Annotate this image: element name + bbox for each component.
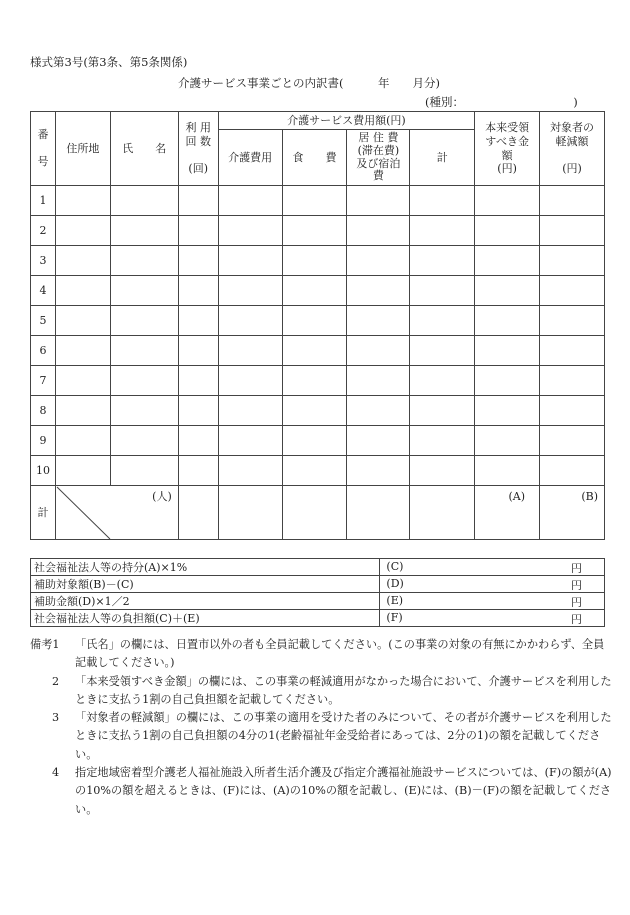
note-number: 備考1 [30,638,60,651]
summary-label: 社会福祉法人等の持分(A)×1% [31,559,380,576]
entry-cell[interactable] [218,216,282,246]
entry-cell[interactable] [475,186,540,216]
entry-cell[interactable] [347,276,410,306]
row-number: 9 [31,426,56,456]
entry-cell[interactable] [178,336,218,366]
table-row [31,186,605,216]
total-cost-cell [410,486,475,540]
entry-cell[interactable] [282,306,347,336]
row-number: 8 [31,396,56,426]
entry-cell[interactable] [218,186,282,216]
entry-cell[interactable] [218,246,282,276]
type-label: (種別： ) [425,95,578,109]
entry-cell[interactable] [178,186,218,216]
note-text: 「本来受領すべき金額」の欄には、この事業の軽減適用がなかった場合において、介護サービスを利用したときに支払う1割の自己負担額を記載してください。 [75,674,612,706]
entry-cell[interactable] [282,276,347,306]
entry-cell[interactable] [55,276,110,306]
total-usage-cell [178,486,218,540]
entry-cell[interactable] [178,426,218,456]
entry-cell[interactable] [540,246,605,276]
row-number: 10 [31,456,56,486]
total-housing-cell [347,486,410,540]
entry-cell[interactable] [410,456,475,486]
entry-cell[interactable] [178,216,218,246]
note-text: 指定地域密着型介護老人福祉施設入所者生活介護及び指定介護福祉施設サービスについては、(F)の額が(A)の10%の額を超えるときは、(F)には、(A)の10%の額を記載し、(E)には、(B)－(F)の額を記載してください。 [75,766,612,816]
header-name: 氏 名 [110,112,178,186]
entry-cell[interactable] [218,276,282,306]
note-item [30,709,615,764]
total-persons: (人) [152,490,172,503]
summary-row [31,559,605,576]
table-row [31,396,605,426]
entry-cell[interactable] [218,336,282,366]
entry-cell[interactable] [218,306,282,336]
entry-cell[interactable] [282,216,347,246]
entry-cell[interactable] [282,186,347,216]
header-cost-total: 計 [410,130,475,186]
entry-cell[interactable] [178,246,218,276]
entry-cell[interactable] [410,276,475,306]
summary-label: 補助対象額(B)－(C) [31,576,380,593]
note-number: 2 [52,674,60,688]
entry-cell[interactable] [110,246,178,276]
summary-label: 社会福祉法人等の負担額(C)＋(E) [31,610,380,627]
entry-cell[interactable] [55,396,110,426]
entry-cell[interactable] [55,426,110,456]
entry-cell[interactable] [282,366,347,396]
summary-mark: (F) [386,611,403,624]
entry-cell[interactable] [475,276,540,306]
note-item [30,673,615,710]
table-row [31,456,605,486]
entry-cell[interactable] [178,276,218,306]
entry-cell[interactable] [110,456,178,486]
total-label: 計 [31,486,56,540]
summary-row [31,593,605,610]
summary-label: 補助金額(D)×1／2 [31,593,380,610]
total-slash-cell [55,486,178,540]
entry-cell[interactable] [410,426,475,456]
note-number: 3 [52,711,60,725]
header-standard-amount: 本来受領 すべき金 額 (円) [475,112,540,186]
notes [30,636,615,819]
entry-cell[interactable] [540,276,605,306]
entry-cell[interactable] [475,306,540,336]
summary-value-cell[interactable] [380,593,605,610]
entry-cell[interactable] [347,246,410,276]
note-item [30,636,615,673]
entry-cell[interactable] [110,366,178,396]
header-meal-cost: 食 費 [282,130,347,186]
entry-cell[interactable] [55,366,110,396]
entry-cell[interactable] [282,396,347,426]
note-text: 「氏名」の欄には、日置市以外の者も全員記載してください。(この事業の対象の有無にかかわらず、全員記載してください。) [75,638,605,670]
entry-cell[interactable] [347,426,410,456]
table-row [31,366,605,396]
entry-cell[interactable] [410,186,475,216]
table-row [31,216,605,246]
total-b-mark: (B) [581,490,598,503]
table-row [31,336,605,366]
entry-cell[interactable] [178,306,218,336]
entry-cell[interactable] [55,336,110,366]
total-b-cell [540,486,605,540]
summary-unit: 円 [571,613,582,626]
entry-cell[interactable] [540,336,605,366]
summary-value-cell[interactable] [380,559,605,576]
header-housing-cost: 居 住 費 (滞在費) 及び宿泊 費 [347,130,410,186]
entry-cell[interactable] [347,336,410,366]
row-number: 7 [31,366,56,396]
table-row [31,426,605,456]
entry-cell[interactable] [178,366,218,396]
note-item [30,764,615,819]
entry-cell[interactable] [218,426,282,456]
entry-cell[interactable] [218,366,282,396]
entry-cell[interactable] [347,396,410,426]
header-care-cost: 介護費用 [218,130,282,186]
entry-cell[interactable] [178,456,218,486]
entry-cell[interactable] [110,276,178,306]
entry-cell[interactable] [55,246,110,276]
entry-cell[interactable] [110,186,178,216]
total-care-cell [218,486,282,540]
total-a-mark: (A) [508,490,526,503]
summary-value-cell[interactable] [380,576,605,593]
summary-value-cell[interactable] [380,610,605,627]
entry-cell[interactable] [218,456,282,486]
table-row [31,246,605,276]
summary-mark: (D) [386,577,404,590]
entry-cell[interactable] [282,336,347,366]
entry-cell[interactable] [410,216,475,246]
entry-cell[interactable] [475,426,540,456]
table-row [31,306,605,336]
entry-cell[interactable] [410,396,475,426]
entry-cell[interactable] [110,306,178,336]
header-reduction: 対象者の 軽減額 (円) [540,112,605,186]
summary-unit: 円 [571,562,582,575]
note-text: 「対象者の軽減額」の欄には、この事業の適用を受けた者のみについて、その者が介護サービスを利用したときに支払う1割の自己負担額の4分の1(老齢福祉年金受給者にあっては、2分の1)の額を記載してください。 [75,711,612,761]
entry-cell[interactable] [347,456,410,486]
entry-cell[interactable] [55,456,110,486]
entry-cell[interactable] [410,366,475,396]
total-a-cell [475,486,540,540]
entry-cell[interactable] [55,216,110,246]
entry-cell[interactable] [347,186,410,216]
entry-cell[interactable] [540,366,605,396]
row-number: 4 [31,276,56,306]
entry-cell[interactable] [475,246,540,276]
table-row [31,276,605,306]
entry-cell[interactable] [540,306,605,336]
entry-cell[interactable] [218,396,282,426]
row-number: 5 [31,306,56,336]
entry-cell[interactable] [110,426,178,456]
entry-cell[interactable] [475,216,540,246]
row-number: 3 [31,246,56,276]
row-number: 1 [31,186,56,216]
entry-cell[interactable] [410,336,475,366]
entry-cell[interactable] [540,426,605,456]
total-meal-cell [282,486,347,540]
entry-cell[interactable] [55,306,110,336]
entry-cell[interactable] [282,426,347,456]
entry-cell[interactable] [475,336,540,366]
header-usage-count: 利 用 回 数 (回) [178,112,218,186]
entry-cell[interactable] [282,246,347,276]
entry-cell[interactable] [475,456,540,486]
summary-unit: 円 [571,579,582,592]
summary-table [30,558,605,627]
entry-cell[interactable] [347,306,410,336]
entry-cell[interactable] [110,216,178,246]
header-cost-group: 介護サービス費用額(円) [218,112,474,130]
summary-row [31,576,605,593]
entry-cell[interactable] [282,456,347,486]
summary-mark: (E) [386,594,404,607]
entry-cell[interactable] [347,216,410,246]
note-number: 4 [52,766,60,780]
entry-cell[interactable] [475,396,540,426]
breakdown-table [30,111,605,540]
row-number: 6 [31,336,56,366]
entry-cell[interactable] [540,186,605,216]
entry-cell[interactable] [110,396,178,426]
header-address: 住所地 [55,112,110,186]
header-number: 番 号 [31,112,56,186]
entry-cell[interactable] [410,246,475,276]
summary-mark: (C) [386,560,404,573]
entry-cell[interactable] [540,396,605,426]
entry-cell[interactable] [55,186,110,216]
summary-row [31,610,605,627]
entry-cell[interactable] [475,366,540,396]
entry-cell[interactable] [410,306,475,336]
entry-cell[interactable] [540,216,605,246]
summary-unit: 円 [571,596,582,609]
entry-cell[interactable] [347,366,410,396]
entry-cell[interactable] [178,396,218,426]
row-number: 2 [31,216,56,246]
form-title: 介護サービス事業ごとの内訳書( 年 月分) [178,76,440,90]
entry-cell[interactable] [110,336,178,366]
form-number: 様式第3号(第3条、第5条関係) [30,55,188,69]
entry-cell[interactable] [540,456,605,486]
